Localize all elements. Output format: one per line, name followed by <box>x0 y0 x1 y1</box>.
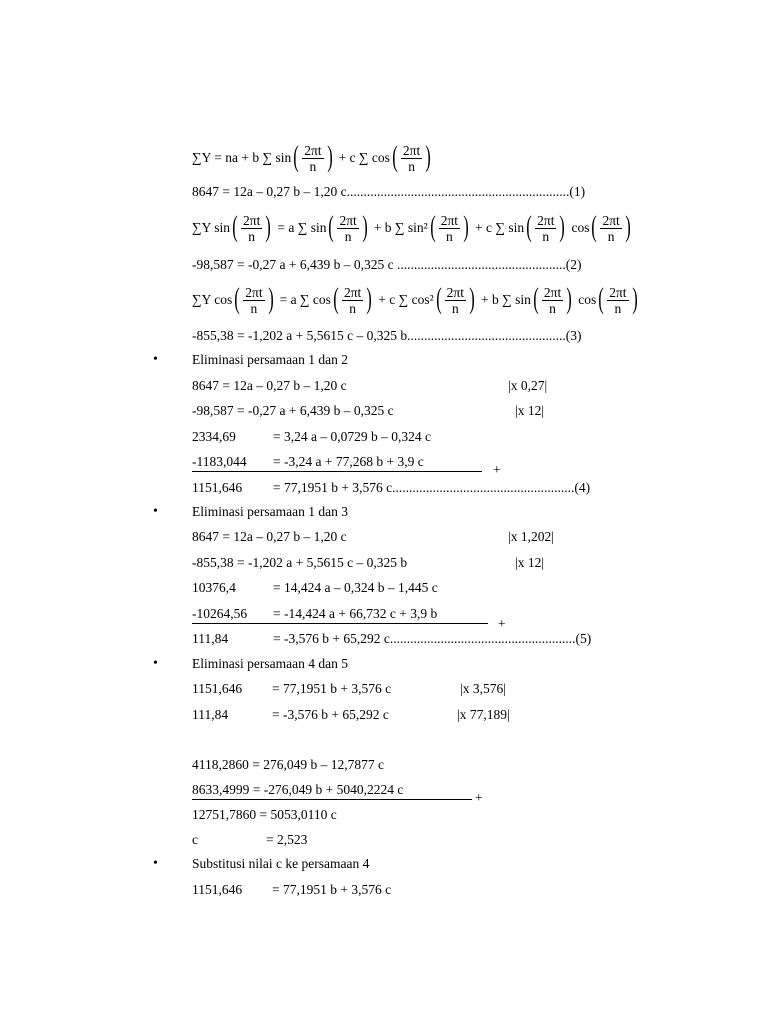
equation-1-line: 8647 = 12a – 0,27 b – 1,20 c..................................................................(1) <box>192 184 586 199</box>
s4-row1-lhs: 1151,646 <box>192 882 243 897</box>
s2-row2: -855,38 = -1,202 a + 5,5615 c – 0,325 b <box>192 555 408 570</box>
eq2-fraction-4: $\frac{2\pi t}{n}$ <box>537 212 555 244</box>
s1-row5-lhs: 1151,646 <box>192 480 243 495</box>
eq2-fraction-5: $\frac{2\pi t}{n}$ <box>602 212 620 244</box>
equation-3-line: -855,38 = -1,202 a + 5,5615 c – 0,325 b...............................................(3) <box>192 328 582 343</box>
s3-row2-multiplier: |x 77,189| <box>457 707 510 722</box>
s2-row5-lhs: 111,84 <box>192 631 229 646</box>
s3-row6-rhs: = 2,523 <box>266 832 308 847</box>
eq2-fraction-2: $\frac{2\pi t}{n}$ <box>339 212 357 244</box>
section-4-title: Substitusi nilai c ke persamaan 4 <box>192 856 370 871</box>
s1-row2-multiplier: |x 12| <box>515 403 545 418</box>
bullet-2: • <box>153 504 158 519</box>
eq2-fraction-1: $\frac{2\pi t}{n}$ <box>243 212 261 244</box>
s1-row4-lhs: -1183,044 <box>192 454 247 469</box>
eq1-fraction-a: $\frac{2\pi t}{n}$ <box>304 142 322 174</box>
s3-row1-rhs: = 77,1951 b + 3,576 c <box>272 681 392 696</box>
s1-row4-rhs: = -3,24 a + 77,268 b + 3,9 c <box>273 454 424 469</box>
s1-row3-rhs: = 3,24 a – 0,0729 b – 0,324 c <box>273 429 431 444</box>
equation-sum-y-sin: ∑Y sin ( $\frac{2\pi t}{n}$ ) = a ∑ sin ( $\frac{2\pi t}{n}$ ) + b ∑ sin² ( $\frac{2\pi t}{n}$ ) + c ∑ sin ( $\frac{2\pi t}{n}$ ) cos ( $\frac{2\pi t}{n}$ ) <box>192 210 631 244</box>
equation-sum-y: ∑Y = na + b ∑ sin ( $\frac{2\pi t}{n}$ ) + c ∑ cos ( $\frac{2\pi t}{n}$ ) <box>192 140 431 174</box>
eq3-fraction-1: $\frac{2\pi t}{n}$ <box>245 284 263 316</box>
eq3-fraction-5: $\frac{2\pi t}{n}$ <box>609 284 627 316</box>
s2-row4-lhs: -10264,56 <box>192 606 248 621</box>
eq1-mid: + c ∑ cos <box>338 150 390 165</box>
s3-row6-lhs: c <box>192 832 198 847</box>
s1-row1-multiplier: |x 0,27| <box>508 378 548 393</box>
s2-row4-rhs: = -14,424 a + 66,732 c + 3,9 b <box>273 606 438 621</box>
section-2-title: Eliminasi persamaan 1 dan 3 <box>192 504 348 519</box>
s1-row3-lhs: 2334,69 <box>192 429 236 444</box>
eq3-fraction-3: $\frac{2\pi t}{n}$ <box>446 284 464 316</box>
eq3-fraction-4: $\frac{2\pi t}{n}$ <box>543 284 562 316</box>
s2-row3-rhs: = 14,424 a – 0,324 b – 1,445 c <box>273 580 438 595</box>
s2-row5-rhs: = -3,576 b + 65,292 c.......................................................(5) <box>273 631 592 646</box>
s2-plus-sign: + <box>498 616 506 631</box>
s3-plus-sign: + <box>475 790 483 805</box>
s3-row1-lhs: 1151,646 <box>192 681 243 696</box>
s2-row3-lhs: 10376,4 <box>192 580 236 595</box>
s2-row1: 8647 = 12a – 0,27 b – 1,20 c <box>192 529 347 544</box>
s3-row2-lhs: 111,84 <box>192 707 229 722</box>
bullet-1: • <box>153 352 158 367</box>
s3-sum-line <box>192 799 472 800</box>
bullet-3: • <box>153 656 158 671</box>
equation-sum-y-cos: ∑Y cos ( $\frac{2\pi t}{n}$ ) = a ∑ cos ( $\frac{2\pi t}{n}$ ) + c ∑ cos² ( $\frac{2\pi t}{n}$ ) + b ∑ sin ( $\frac{2\pi t}{n}$ ) cos ( $\frac{2\pi t}{n}$ ) <box>192 282 638 316</box>
s4-row1-rhs: = 77,1951 b + 3,576 c <box>272 882 392 897</box>
s1-row1: 8647 = 12a – 0,27 b – 1,20 c <box>192 378 347 393</box>
eq3-fraction-2: $\frac{2\pi t}{n}$ <box>343 284 362 316</box>
s1-sum-line <box>192 471 482 472</box>
eq1-fraction-b: $\frac{2\pi t}{n}$ <box>402 142 421 174</box>
s1-row5-rhs: = 77,1951 b + 3,576 c......................................................(4) <box>273 480 591 495</box>
s3-row1-multiplier: |x 3,576| <box>460 681 506 696</box>
section-1-title: Eliminasi persamaan 1 dan 2 <box>192 352 348 367</box>
equation-2-line: -98,587 = -0,27 a + 6,439 b – 0,325 c ..................................................(2) <box>192 257 582 272</box>
s1-row2: -98,587 = -0,27 a + 6,439 b – 0,325 c <box>192 403 394 418</box>
s3-row3: 4118,2860 = 276,049 b – 12,7877 c <box>192 757 384 772</box>
s3-row5: 12751,7860 = 5053,0110 c <box>192 807 337 822</box>
s2-row1-multiplier: |x 1,202| <box>508 529 554 544</box>
section-3-title: Eliminasi persamaan 4 dan 5 <box>192 656 348 671</box>
s1-plus-sign: + <box>493 462 501 477</box>
s2-row2-multiplier: |x 12| <box>515 555 545 570</box>
s3-row4: 8633,4999 = -276,049 b + 5040,2224 c <box>192 782 404 797</box>
s2-sum-line <box>192 623 488 624</box>
eq1-prefix: ∑Y = na + b ∑ sin <box>192 150 292 165</box>
s3-row2-rhs: = -3,576 b + 65,292 c <box>272 707 389 722</box>
eq2-fraction-3: $\frac{2\pi t}{n}$ <box>440 212 459 244</box>
bullet-4: • <box>153 856 158 871</box>
